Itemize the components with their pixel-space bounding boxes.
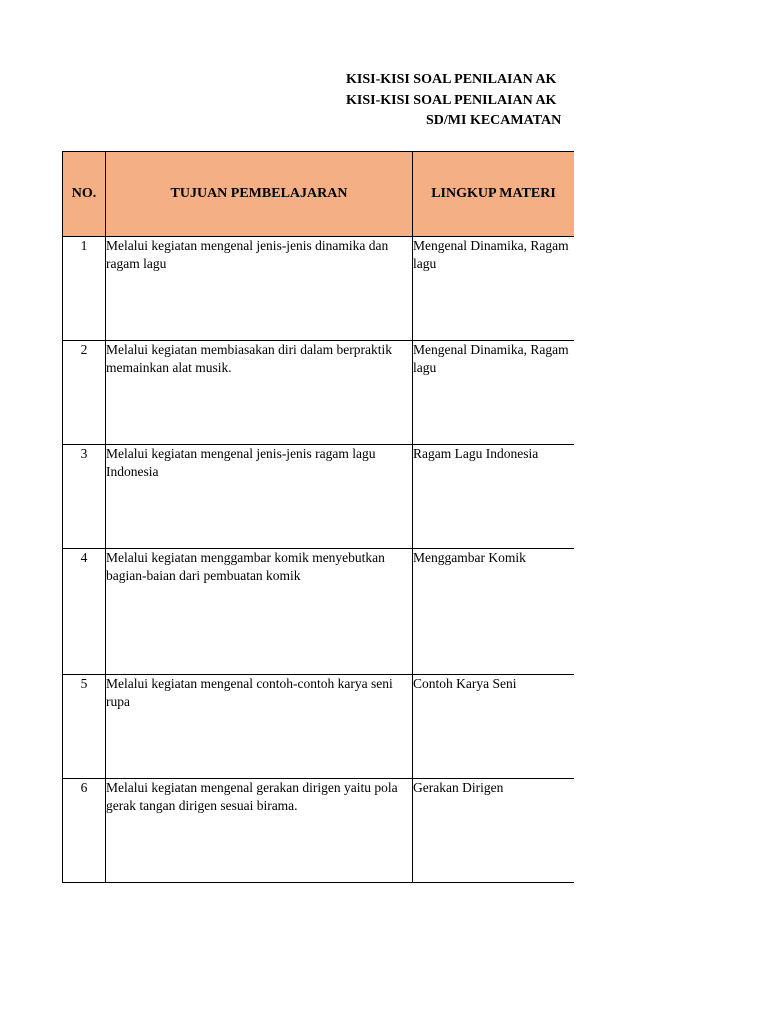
row-number: 1 — [63, 237, 106, 341]
table-row — [63, 779, 575, 883]
table-header-row — [63, 152, 575, 237]
header-tujuan-pembelajaran: TUJUAN PEMBELAJARAN — [106, 152, 413, 237]
row-number: 4 — [63, 549, 106, 675]
document-title-line-1: KISI-KISI SOAL PENILAIAN AK — [346, 72, 557, 87]
row-number: 6 — [63, 779, 106, 883]
row-tujuan: Melalui kegiatan menggambar komik menyebutkan bagian-baian dari pembuatan komik — [106, 549, 413, 675]
row-lingkup: Mengenal Dinamika, Ragam lagu — [413, 237, 575, 341]
row-tujuan: Melalui kegiatan mengenal gerakan dirigen yaitu pola gerak tangan dirigen sesuai birama. — [106, 779, 413, 883]
row-tujuan: Melalui kegiatan mengenal contoh-contoh karya seni rupa — [106, 675, 413, 779]
table-row — [63, 675, 575, 779]
row-tujuan: Melalui kegiatan mengenal jenis-jenis dinamika dan ragam lagu — [106, 237, 413, 341]
row-lingkup: Contoh Karya Seni — [413, 675, 575, 779]
header-lingkup-materi: LINGKUP MATERI — [413, 152, 575, 237]
table-row — [63, 341, 575, 445]
table-row — [63, 237, 575, 341]
document-title-line-2: KISI-KISI SOAL PENILAIAN AK — [346, 93, 557, 108]
row-number: 3 — [63, 445, 106, 549]
row-lingkup: Mengenal Dinamika, Ragam lagu — [413, 341, 575, 445]
table-row — [63, 445, 575, 549]
header-no: NO. — [63, 152, 106, 237]
row-tujuan: Melalui kegiatan membiasakan diri dalam berpraktik memainkan alat musik. — [106, 341, 413, 445]
row-number: 2 — [63, 341, 106, 445]
table-row — [63, 549, 575, 675]
row-lingkup: Menggambar Komik — [413, 549, 575, 675]
document-title-line-3: SD/MI KECAMATAN — [426, 113, 562, 128]
row-tujuan: Melalui kegiatan mengenal jenis-jenis ragam lagu Indonesia — [106, 445, 413, 549]
row-number: 5 — [63, 675, 106, 779]
row-lingkup: Ragam Lagu Indonesia — [413, 445, 575, 549]
row-lingkup: Gerakan Dirigen — [413, 779, 575, 883]
kisi-kisi-table — [62, 151, 574, 883]
